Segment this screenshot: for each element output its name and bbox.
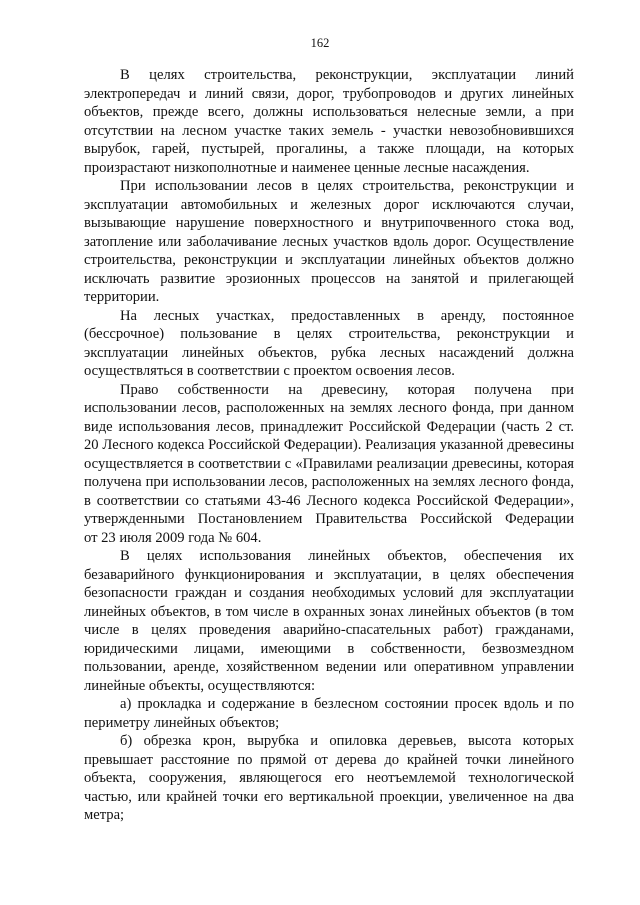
page-number: 162 bbox=[310, 36, 330, 50]
paragraph-2: При использовании лесов в целях строительства, реконструкции и эксплуатации автомобильных и железных дорог исключаются случаи, вызывающие нарушение поверхностного и внутрипочвенного стока вод, затопление или заболачивание лесных участков вдоль дорог. Осуществление строительства, реконструкции и эксплуатации линейных объектов должно исключать развитие эрозионных процессов на занятой и прилегающей территории. bbox=[84, 178, 574, 305]
paragraph-1: В целях строительства, реконструкции, эксплуатации линий электропередач и линий связи, дорог, трубопроводов и других линейных объектов, прежде всего, должны использоваться нелесные земли, а при отсутствии на лесном участке таких земель - участки невозобновившихся вырубок, гарей, пустырей, прогалины, а также площади, на которых произрастают низкополнотные и наименее ценные лесные насаждения. bbox=[84, 67, 574, 176]
list-item-b: б) обрезка крон, вырубка и опиловка деревьев, высота которых превышает расстояние по прямой от дерева до крайней точки линейного объекта, сооружения, являющегося его неотъемлемой технологической частью, или крайней точки его вертикальной проекции, увеличенное на два метра; bbox=[84, 733, 574, 823]
list-item-a: а) прокладка и содержание в безлесном состоянии просек вдоль и по периметру линейных объектов; bbox=[84, 696, 574, 731]
paragraph-5: В целях использования линейных объектов, обеспечения их безаварийного функционирования и эксплуатации, в целях обеспечения безопасности граждан и создания необходимых условий для эксплуатации линейных объектов, в том числе в охранных зонах линейных объектов (в том числе в целях проведения аварийно-спасательных работ) гражданами, юридическими лицами, имеющими в собственности, безвозмездном пользовании, аренде, хозяйственном ведении или оперативном управлении линейные объекты, осуществляются: bbox=[84, 548, 574, 694]
paragraph-3: На лесных участках, предоставленных в аренду, постоянное (бессрочное) пользование в целях строительства, реконструкции и эксплуатации линейных объектов, рубка лесных насаждений должна осуществляться в соответствии с проектом освоения лесов. bbox=[84, 307, 574, 379]
paragraph-4: Право собственности на древесину, которая получена при использовании лесов, расположенных на землях лесного фонда, при данном виде использования лесов, принадлежит Российской Федерации (часть 2 ст. 20 Лесного кодекса Российской Федерации). Реализация указанной древесины осуществляется в соответствии с «Правилами реализации древесины, которая получена при использовании лесов, расположенных на землях лесного фонда, в соответствии со статьями 43-46 Лесного кодекса Российской Федерации», утвержденными Постановлением Правительства Российской Федерации bbox=[84, 381, 574, 527]
paragraph-4-continuation: от 23 июля 2009 года № 604. bbox=[84, 529, 262, 546]
document-body bbox=[84, 66, 574, 825]
